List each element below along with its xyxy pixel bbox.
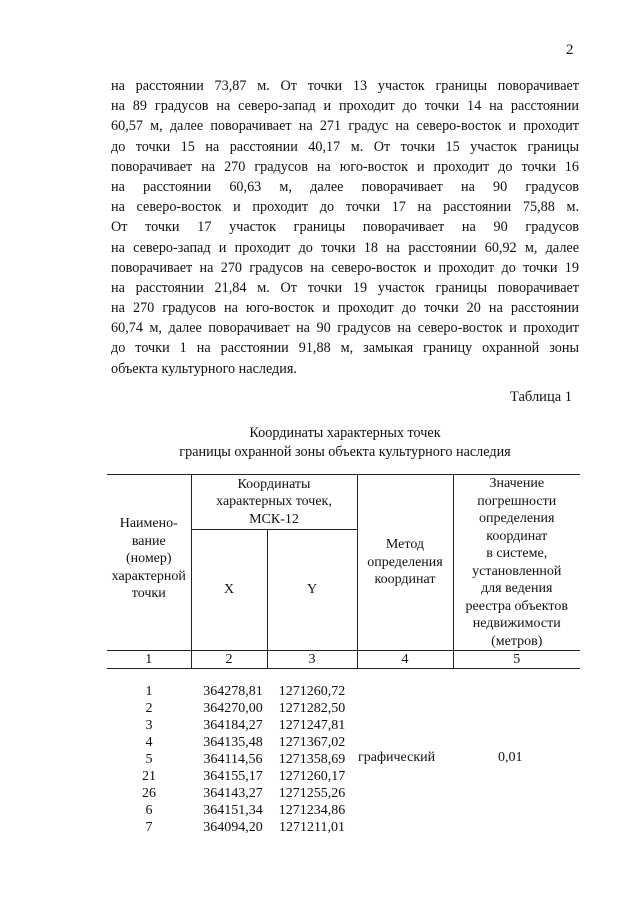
body-line: до точки 1 на расстоянии 91,88 м, замыкая границу охранной зоны — [111, 340, 579, 357]
point-number: 26 — [142, 786, 156, 801]
body-line: на 89 градусов на северо-запад и проходит до точки 14 на расстоянии — [111, 98, 579, 115]
body-line: объекта культурного наследия. — [111, 360, 297, 377]
coord-x: 364278,81 — [203, 684, 263, 699]
body-line: на расстоянии 60,63 м, далее поворачивает на 90 градусов — [111, 178, 579, 195]
body-line: на расстоянии 21,84 м. От точки 19 участок границы поворачивает — [111, 279, 579, 296]
coordinates-table — [107, 474, 580, 669]
coord-x: 364270,00 — [203, 701, 263, 716]
point-number: 3 — [145, 718, 153, 733]
body-line: на расстоянии 73,87 м. От точки 13 участок границы поворачивает — [111, 78, 579, 94]
column-number: 2 — [191, 651, 267, 669]
error-value: 0,01 — [498, 750, 523, 765]
coord-x: 364143,27 — [203, 786, 263, 801]
table-title — [110, 424, 580, 462]
column-number: 3 — [267, 651, 357, 669]
column-number: 5 — [453, 651, 580, 669]
point-number: 6 — [145, 803, 153, 818]
table-row — [107, 683, 580, 700]
coord-y: 1271260,17 — [278, 769, 346, 784]
coord-y: 1271260,72 — [278, 684, 346, 699]
table-title-line-1: Координаты характерных точек — [249, 425, 441, 441]
coord-y: 1271358,69 — [278, 752, 346, 767]
coord-y: 1271211,01 — [279, 820, 345, 835]
body-line: на северо-запад и проходит до точки 18 на расстоянии 60,92 м, далее — [111, 239, 579, 256]
body-line: поворачивает на 270 градусов на юго-восток и проходит до точки 16 — [111, 158, 579, 175]
header-error: Значение погрешности определения координат в системе, установленной для ведения реестра объектов недвижимости (метров) — [453, 475, 580, 651]
point-number: 5 — [145, 752, 153, 767]
body-line: до точки 15 на расстоянии 40,17 м. От точки 15 участок границы — [111, 138, 579, 155]
table-row — [107, 700, 580, 717]
header-x: X — [191, 529, 267, 650]
point-number: 1 — [145, 684, 153, 699]
point-number: 4 — [145, 735, 153, 750]
column-number: 4 — [357, 651, 453, 669]
body-line: на 270 градусов на юго-восток и проходит до точки 20 на расстоянии — [111, 300, 579, 317]
table-row — [107, 802, 580, 819]
body-line: поворачивает на 270 градусов на северо-восток и проходит до точки 19 — [111, 259, 579, 276]
coord-y: 1271282,50 — [278, 701, 346, 716]
point-number: 7 — [145, 820, 153, 835]
table-row — [107, 768, 580, 785]
coord-x: 364151,34 — [203, 803, 263, 818]
point-number: 2 — [145, 701, 153, 716]
coord-y: 1271234,86 — [278, 803, 346, 818]
column-number-row — [107, 651, 580, 669]
header-point-name: Наимено- вание (номер) характерной точки — [107, 475, 191, 651]
table-row — [107, 785, 580, 802]
body-line: 60,57 м, далее поворачивает на 271 градус на северо-восток и проходит — [111, 118, 579, 135]
method-value: графический — [358, 750, 436, 765]
table-row — [107, 819, 580, 836]
coord-y: 1271247,81 — [278, 718, 346, 733]
coord-x: 364114,56 — [203, 752, 263, 767]
coord-y: 1271367,02 — [278, 735, 346, 750]
header-method: Метод определения координат — [357, 475, 453, 651]
body-line: на северо-восток и проходит до точки 17 на расстоянии 75,88 м. — [111, 199, 579, 216]
point-number: 21 — [142, 769, 156, 784]
coord-x: 364184,27 — [203, 718, 263, 733]
header-y: Y — [267, 529, 357, 650]
column-number: 1 — [107, 651, 191, 669]
table-row — [107, 734, 580, 751]
page-number: 2 — [566, 42, 574, 58]
body-paragraph — [111, 76, 579, 379]
coord-x: 364094,20 — [203, 820, 263, 835]
header-coordinates: Координаты характерных точек, МСК-12 — [191, 475, 357, 530]
body-line: От точки 17 участок границы поворачивает на 90 градусов — [111, 219, 579, 236]
body-line: 60,74 м, далее поворачивает на 90 градусов на северо-восток и проходит — [111, 320, 579, 337]
coord-y: 1271255,26 — [278, 786, 346, 801]
coord-x: 364135,48 — [203, 735, 263, 750]
table-title-line-2: границы охранной зоны объекта культурного наследия — [179, 444, 511, 460]
table-row — [107, 717, 580, 734]
table-label: Таблица 1 — [510, 389, 573, 405]
coord-x: 364155,17 — [203, 769, 263, 784]
